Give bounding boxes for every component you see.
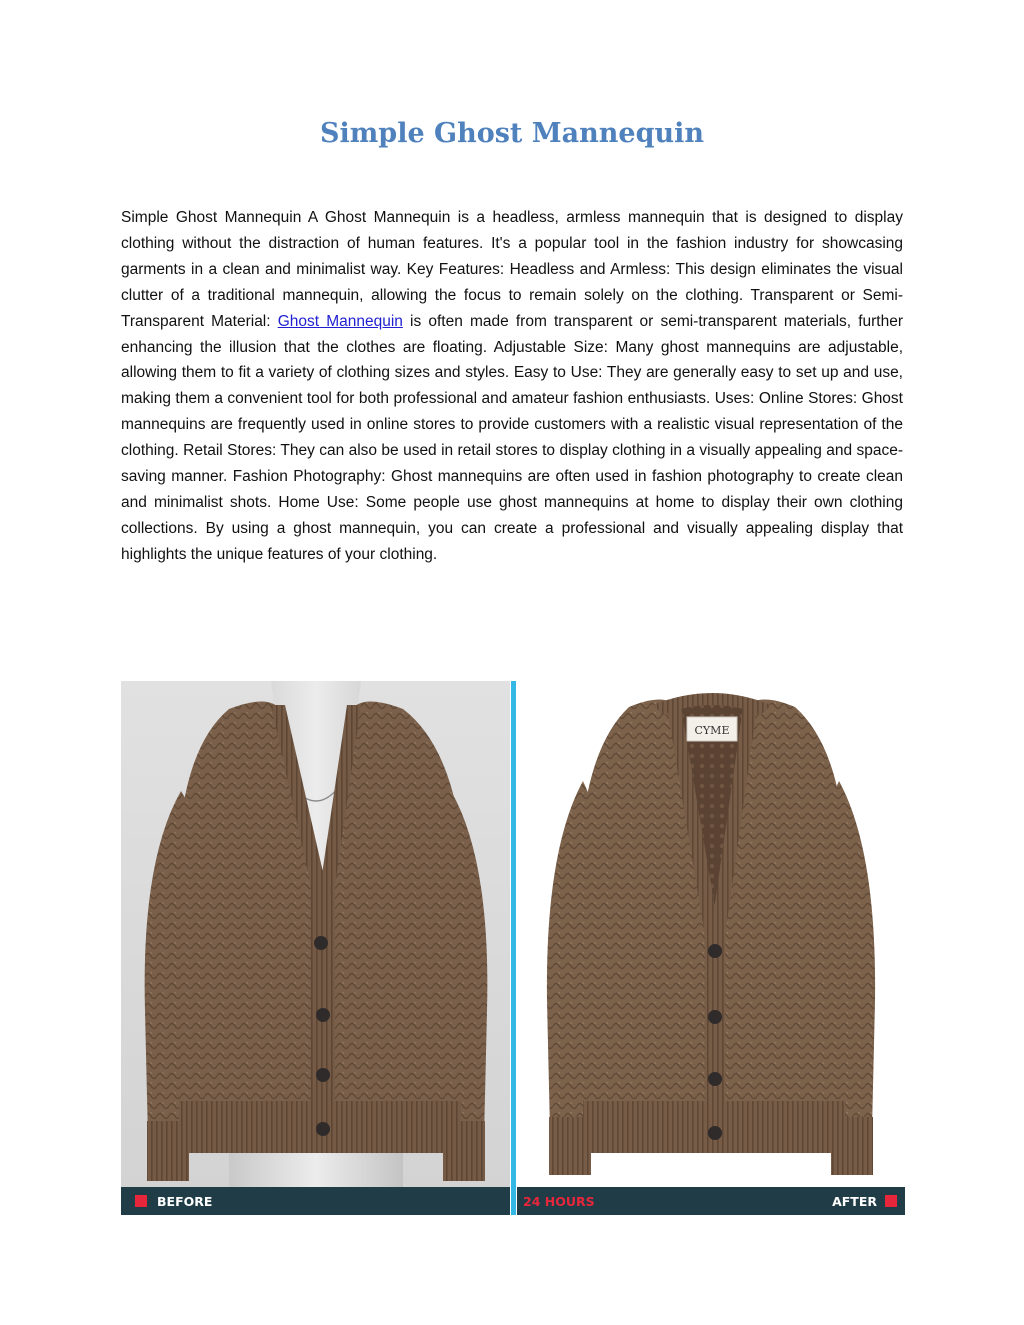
- after-banner: [517, 1187, 905, 1215]
- panel-divider: [510, 681, 517, 1215]
- red-square-icon: [885, 1195, 897, 1207]
- before-banner: [121, 1187, 510, 1215]
- ghost-mannequin-link[interactable]: Ghost Mannequin: [277, 312, 403, 330]
- article-paragraph: [121, 205, 903, 568]
- cardigan-on-mannequin-illustration: [121, 681, 510, 1187]
- before-photo: [121, 681, 510, 1187]
- turnaround-label: 24 HOURS: [523, 1193, 595, 1209]
- after-photo: [517, 681, 905, 1187]
- paragraph-text-end: is often made from transparent or semi-transparent materials, further enhancing the illusion that the clothes are floating. Adjustable Size: Many ghost mannequins are adjustable, allowing them to fit a variety of clothing sizes and styles. Easy to Use: They are generally easy to set up and use, making them a convenient tool for both professional and amateur fashion enthusiasts. Uses: Online Stores: Ghost mannequins are frequently used in online stores to provide customers with a realistic visual representation of the clothing. Retail Stores: They can also be used in retail stores to display clothing in a visually appealing and space-saving manner. Fashion Photography: Ghost mannequins are often used in fashion photography to create clean and minimalist shots. Home Use: Some people use ghost mannequins at home to display their own clothing collections. By using a ghost mannequin, you can create a professional and visually appealing display that highlights the unique features of your clothing.: [121, 312, 903, 563]
- before-after-image: [121, 681, 905, 1215]
- before-label: BEFORE: [157, 1193, 213, 1209]
- page-title: Simple Ghost Mannequin: [319, 118, 705, 149]
- red-square-icon: [135, 1195, 147, 1207]
- paragraph-text-start: Simple Ghost Mannequin A Ghost Mannequin is a headless, armless mannequin that is designed to display clothing without the distraction of human features. It's a popular tool in the fashion industry for showcasing garments in a clean and minimalist way. Key Features: Headless and Armless: This design eliminates the visual clutter of a traditional mannequin, allowing the focus to remain solely on the clothing. Transparent or Semi-Transparent Material:: [121, 209, 903, 330]
- garment-tag-text: CYME: [694, 724, 730, 737]
- after-label: AFTER: [832, 1193, 877, 1209]
- cardigan-ghost-mannequin-illustration: [517, 681, 905, 1187]
